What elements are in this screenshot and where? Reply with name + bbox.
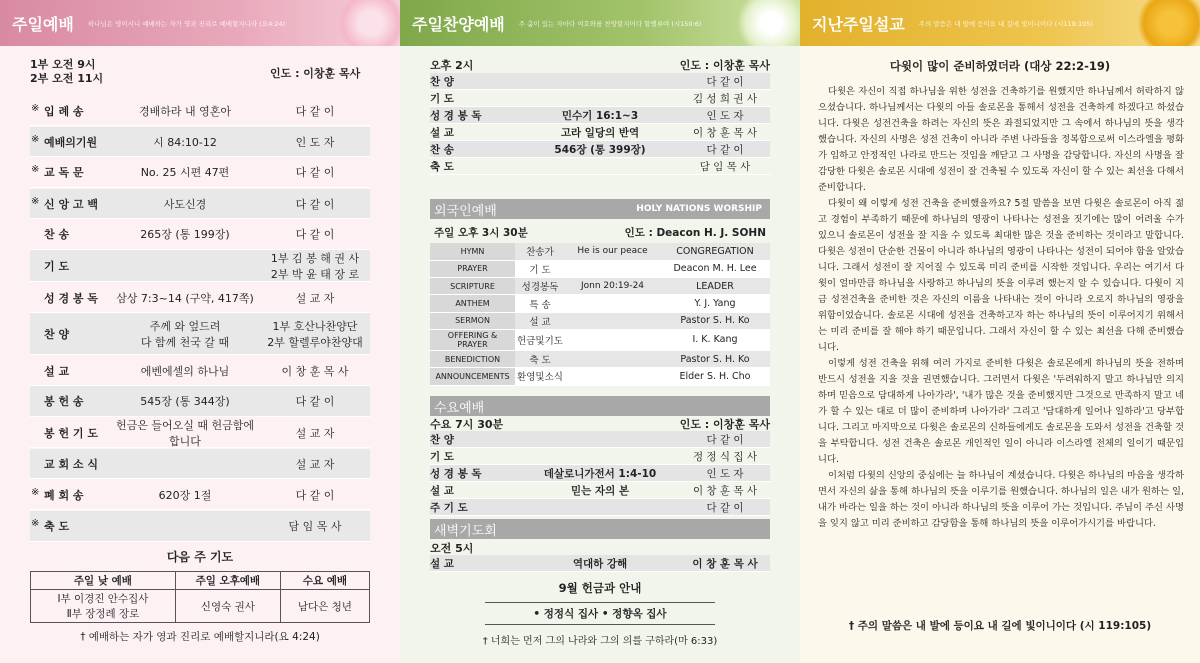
order-row: [30, 480, 370, 510]
order-content: 545장 (통 344장): [140, 395, 230, 408]
order-name: 찬 양: [430, 75, 454, 88]
stand-mark: ※: [31, 195, 40, 207]
order-name: 주 기 도: [430, 501, 468, 514]
order-content: 주께 와 엎드려 다 함께 천국 갈 때: [140, 319, 230, 349]
main-worship-header: [0, 0, 400, 46]
foreign-item-person: Elder S. H. Cho: [660, 368, 770, 385]
dawn-service: [430, 540, 770, 572]
order-row: [430, 482, 770, 499]
stand-mark: ※: [31, 518, 40, 529]
order-person: 설 교 자: [295, 426, 335, 440]
footer-verse: † 예배하는 자가 영과 진리로 예배할지니라(요 4:24): [80, 631, 320, 643]
dawn-bar: [430, 519, 770, 539]
prayer-cell: 남다은 청년: [280, 590, 369, 623]
order-row: [30, 96, 370, 126]
foreign-row: [430, 295, 770, 312]
wednesday-bar: [430, 396, 770, 416]
order-row: [30, 449, 370, 479]
order-name: 기 도: [44, 259, 70, 273]
sermon-panel: [800, 0, 1200, 663]
foreign-item-ko: 기 도: [515, 260, 565, 277]
order-name: 찬 양: [44, 327, 70, 341]
order-row: [30, 189, 370, 219]
order-row: [30, 219, 370, 250]
order-content: 데살로니가전서 1:4-10: [543, 467, 657, 480]
order-person: 이 창 훈 목 사: [692, 484, 758, 497]
order-person: 다 같 이: [295, 197, 335, 211]
foreign-leader: 인도 : Deacon H. J. SOHN: [624, 227, 766, 239]
order-person: 다 같 이: [706, 433, 744, 446]
foreign-row: [430, 329, 770, 350]
order-name: 설 교: [430, 557, 454, 570]
foreign-item-ko: 헌금및기도: [515, 329, 565, 350]
foreign-row: [430, 260, 770, 277]
pm-leader: 인도 : 이창훈 목사: [679, 59, 770, 72]
order-person: 다 같 이: [295, 166, 335, 179]
section-title: 주일찬양예배: [412, 14, 505, 34]
order-row: [430, 555, 770, 572]
foreign-item-person: CONGREGATION: [660, 243, 770, 260]
order-row: [430, 499, 770, 516]
foreign-row: [430, 350, 770, 367]
foreign-order-table: [430, 243, 770, 386]
foreign-item-content: [565, 329, 660, 350]
order-person: 설 교 자: [295, 291, 335, 305]
prayer-table: [30, 571, 370, 623]
blossom-decoration: [336, 0, 400, 46]
praise-worship-panel: [400, 0, 800, 663]
order-name: 교 회 소 식: [44, 457, 98, 471]
order-row: [430, 107, 770, 124]
foreign-item-content: [565, 260, 660, 277]
order-row: [430, 141, 770, 158]
dawn-title: 새벽기도회: [434, 523, 497, 539]
order-content: 시 84:10-12: [153, 135, 217, 149]
order-row: [430, 448, 770, 465]
order-name: 찬 송: [44, 228, 70, 241]
stand-mark: ※: [31, 164, 40, 175]
order-person: 다 같 이: [295, 488, 335, 502]
order-name: 찬 송: [430, 143, 454, 156]
dawn-time: 오전 5시: [430, 542, 474, 555]
order-content: 민수기 16:1~3: [561, 109, 639, 122]
order-content: 620장 1절: [158, 488, 212, 502]
order-person: 다 같 이: [706, 501, 744, 514]
order-name: 봉 헌 기 도: [44, 426, 98, 440]
stand-mark: ※: [31, 133, 40, 145]
foreign-subtitle: HOLY NATIONS WORSHIP: [636, 204, 762, 214]
foreign-item-person: Y. J. Yang: [660, 295, 770, 312]
foreign-item-en: ANNOUNCEMENTS: [430, 368, 515, 385]
header-verse: 주 춤이 있는 자마다 여호와를 찬양할지어다 할렐루야 (시150:6): [518, 19, 702, 28]
foreign-item-ko: 축 도: [515, 350, 565, 367]
foreign-item-person: LEADER: [660, 278, 770, 295]
order-name: 성 경 봉 독: [430, 467, 482, 480]
prayer-header: 주일 오후예배: [175, 572, 280, 590]
order-person: 다 같 이: [295, 104, 335, 118]
order-row: [430, 73, 770, 90]
sermon-paragraph: 다윗은 자신이 직접 하나님을 위한 성전을 건축하기를 원했지만 하나님께서 허락하지 않으셨습니다. 하나님께서는 다윗의 아들 솔로몬을 통해서 성전을 건축하게 하겠다고 하셨습니다. 다윗은 성전건축을 하려는 자신의 뜻은 좌절되었지만 그 속에서 하나님의 뜻을 생각했습니다. 자신의 사명은 성전 건축이 아니라 주변 나라들을 정복함으로써 이스라엘을 평화가 임하고 안정적인 나라로 만드는 것임을 깨닫고 그 사명을 감당합니다. 자신의 사명을 잘 감당한 다윗은 솔로몬 시대에 성전이 잘 건축될 수 있도록 자신이 할 수 있는 최선을 다해서 준비합니다.: [818, 86, 1184, 193]
foreign-item-ko: 찬송가: [515, 243, 565, 260]
order-row: [30, 283, 370, 313]
order-name: 설 교: [430, 484, 454, 497]
order-name: 찬 양: [430, 433, 454, 446]
order-content: 경배하라 내 영혼아: [138, 104, 231, 118]
offering-title: 9월 헌금과 안내: [558, 581, 642, 595]
order-person: 담 임 목 사: [699, 160, 751, 173]
sermon-paragraph: 이렇게 성전 건축을 위해 여러 가지로 준비한 다윗은 솔로몬에게 하나님의 뜻을 전하며 반드시 성전을 지을 것을 권면했습니다. 그러면서 다윗은 '두려워하지 말고 하나님만 의지하며 믿음으로 담대하게 나아가라', '내가 많은 것을 준비했지만 그것으로 만족하지 말고 네가 할 수 있는 대로 더 많이 준비하며 나아가라' 그리고 '담대하게 일어나 일하라'고 당부합니다. 그리고 마지막으로 다윗은 솔로몬의 신하들에게도 솔로몬을 도와서 성전을 건축할 것을 부탁합니다. 성전 건축은 솔로몬 개인적인 일이 아니라 이스라엘 전체의 일이기 때문입니다.: [818, 358, 1184, 465]
section-title: 주일예배: [12, 14, 74, 34]
order-person: 다 같 이: [706, 143, 744, 156]
time-first: 1부 오전 9시: [30, 58, 96, 71]
order-person: 이 창 훈 목 사: [692, 126, 758, 139]
foreign-worship-bar: [430, 199, 770, 219]
order-row: [430, 90, 770, 107]
foreign-item-ko: 환영및소식: [515, 368, 565, 385]
order-content: 에벤에셀의 하나님: [140, 364, 230, 378]
sermon-paragraph: 이처럼 다윗의 신앙의 중심에는 늘 하나님이 계셨습니다. 다윗은 하나님의 마음을 생각하면서 자신의 삶을 통해 하나님의 뜻을 이루기를 원했습니다. 하나님의 일은 내가 원하는 일, 내가 바라는 일을 하는 것이 아니라 하나님의 뜻을 이루어 가는 것입니다. 주님이 주신 사명을 잊지 않고 미리 준비하고 감당함을 통해 하나님의 뜻을 이루어가시기를 바랍니다.: [818, 470, 1184, 529]
foreign-item-en: PRAYER: [430, 260, 515, 277]
order-name: ※ 입 례 송: [31, 102, 84, 118]
order-row: [30, 356, 370, 386]
order-name: 기 도: [430, 450, 454, 463]
praise-worship-header: [400, 0, 800, 46]
prayer-header: 주일 낮 예배: [31, 572, 176, 590]
order-content: 265장 (통 199장): [140, 228, 230, 241]
order-row: [30, 418, 370, 448]
order-person: 담 임 목 사: [288, 520, 342, 533]
prayer-cell: Ⅰ부 이경진 안수집사 Ⅱ부 장정례 장로: [31, 590, 176, 623]
order-name: ※ 신 앙 고 백: [31, 195, 98, 211]
order-row: [30, 386, 370, 417]
prayer-cell: 신영숙 권사: [175, 590, 280, 623]
time-second: 2부 오전 11시: [30, 72, 104, 85]
order-content: 고라 일당의 반역: [560, 126, 640, 139]
leader-label: 인도 : 이창훈 목사: [270, 67, 361, 80]
order-name: 설 교: [430, 126, 454, 139]
foreign-item-person: Pastor S. H. Ko: [660, 350, 770, 367]
order-row: [430, 124, 770, 141]
foreign-title: 외국인예배: [434, 203, 497, 219]
order-content: 546장 (통 399장): [554, 143, 646, 156]
wednesday-service: [430, 416, 770, 516]
order-content: 역대하 강해: [572, 557, 628, 570]
foreign-row: [430, 278, 770, 295]
order-row: [30, 313, 370, 355]
pm-time: 오후 2시: [430, 59, 474, 72]
service-times: [30, 58, 103, 86]
order-row: [30, 157, 370, 188]
order-person: 다 같 이: [295, 395, 335, 408]
order-content: No. 25 시편 47편: [140, 166, 230, 179]
flower-decoration: [736, 0, 800, 46]
foreign-item-ko: 설 교: [515, 312, 565, 329]
order-person: 1부 김 봉 해 권 사 2부 박 윤 태 장 로: [270, 251, 360, 281]
foreign-item-en: ANTHEM: [430, 295, 515, 312]
order-row: [430, 465, 770, 482]
prayer-header: 수요 예배: [280, 572, 369, 590]
order-row: [30, 127, 370, 157]
order-person: 이 창 훈 목 사: [692, 557, 758, 570]
order-content: 헌금은 들어오실 때 헌금함에 합니다: [115, 418, 254, 448]
order-name: ※ 폐 회 송: [31, 486, 84, 502]
order-person: 설 교 자: [295, 457, 335, 471]
stand-mark: ※: [31, 102, 40, 114]
foreign-item-content: [565, 295, 660, 312]
foreign-item-content: [565, 350, 660, 367]
next-week-prayer: [30, 548, 370, 644]
wed-title: 수요예배: [434, 400, 485, 416]
order-content: 믿는 자의 본: [570, 484, 630, 497]
foreign-time: 주일 오후 3시 30분: [434, 227, 528, 239]
foreign-item-content: He is our peace: [565, 243, 660, 260]
foreign-item-content: [565, 312, 660, 329]
order-row: [30, 511, 370, 542]
sermon-title: 다윗이 많이 준비하였더라 (대상 22:2-19): [889, 59, 1111, 73]
foreign-item-en: SCRIPTURE: [430, 278, 515, 295]
order-person: 다 같 이: [295, 228, 335, 241]
order-name: 축 도: [430, 160, 454, 173]
foreign-item-en: SERMON: [430, 312, 515, 329]
offering-names: • 정정식 집사 • 정향옥 집사: [485, 602, 715, 625]
foreign-item-en: HYMN: [430, 243, 515, 260]
section-title: 지난주일설교: [812, 14, 905, 34]
order-name: ※ 교 독 문: [31, 164, 84, 179]
foreign-item-person: Deacon M. H. Lee: [660, 260, 770, 277]
order-person: 인 도 자: [706, 467, 744, 480]
wed-leader: 인도 : 이창훈 목사: [679, 418, 770, 431]
sermon-header: [800, 0, 1200, 46]
order-name: 설 교: [44, 364, 70, 378]
order-name: ※ 예배의기원: [31, 133, 98, 149]
order-person: 이 창 훈 목 사: [281, 364, 349, 378]
order-name: 봉 헌 송: [44, 395, 84, 408]
order-person: 다 같 이: [706, 75, 744, 88]
foreign-item-content: Jonn 20:19-24: [565, 278, 660, 295]
afternoon-service: [430, 57, 770, 175]
foreign-row: [430, 243, 770, 260]
order-person: 인 도 자: [706, 109, 744, 122]
offering-notice: [430, 580, 770, 647]
order-person: 인 도 자: [295, 135, 335, 149]
wed-time: 수요 7시 30분: [430, 418, 504, 431]
foreign-item-content: [565, 368, 660, 385]
foreign-row: [430, 368, 770, 385]
order-row: [430, 431, 770, 448]
order-row: [30, 250, 370, 282]
foreign-item-en: OFFERING & PRAYER: [430, 329, 515, 350]
prayer-title: 다음 주 기도: [166, 550, 234, 564]
order-person: 정 정 식 집 사: [692, 450, 758, 463]
foreign-item-ko: 성경봉독: [515, 278, 565, 295]
stand-mark: ※: [31, 486, 40, 498]
foreign-item-ko: 특 송: [515, 295, 565, 312]
order-content: 삼상 7:3~14 (구약, 417쪽): [116, 291, 254, 305]
order-name: 성 경 봉 독: [430, 109, 482, 122]
footer-verse: † 너희는 먼저 그의 나라와 그의 의를 구하라(마 6:33): [482, 636, 718, 647]
foreign-service: [430, 225, 770, 386]
foreign-item-en: BENEDICTION: [430, 350, 515, 367]
order-content: 사도신경: [163, 197, 207, 211]
order-row: [430, 158, 770, 175]
main-worship-panel: [0, 0, 400, 663]
footer-verse: † 주의 말씀은 내 발에 등이요 내 길에 빛이니이다 (시 119:105): [848, 620, 1152, 632]
leaf-decoration: [1136, 0, 1200, 46]
order-name: 기 도: [430, 92, 454, 105]
header-verse: 하나님은 영이시니 예배하는 자가 영과 진리로 예배할지니라 (요4:24): [87, 19, 286, 28]
header-verse: 주의 말씀은 내 발에 등이요 내 길에 빛이니이다 (시119:105): [918, 19, 1093, 28]
order-name: 성 경 봉 독: [44, 291, 98, 305]
foreign-row: [430, 312, 770, 329]
order-person: 김 성 희 권 사: [692, 92, 758, 105]
sermon-paragraph: 다윗이 왜 이렇게 성전 건축을 준비했을까요? 5절 말씀을 보면 다윗은 솔로몬이 아직 젊고 경험이 부족하기 때문에 하나님의 영광이 나타나는 성전을 짓기에는 많이 어려울 수가 있으니 솔로몬이 성전을 잘 지을 수 있도록 최대한 많은 것을 준비하는 것이라고 말합니다. 다윗은 성전이 단순한 건물이 아니라 하나님의 영광이 나타나는 성전이 되어야 함을 알았습니다. 그래서 성전이 잘 지어질 수 있도록 미리 준비를 시작한 것입니다. 우리는 여기서 다윗이 얼마만큼 하나님을 사랑하고 하나님의 뜻을 이루려 했는지 알 수 있습니다. 다윗이 지금 성전건축을 준비한 것은 자신의 이름을 나타내는 것이 아니라 오로지 하나님의 영광을 위함이었습니다. 솔로몬 시대에 성전을 건축하고자 하는 하나님의 뜻이 이루어지기 위해서는 미리 준비를 잘 해야 하기 때문입니다. 그래서 자신이 할 수 있는 최선을 다해 준비했습니다.: [818, 198, 1184, 353]
order-name: ※ 축 도: [31, 518, 70, 533]
sermon-body: [818, 84, 1184, 532]
order-person: 1부 호산나찬양단 2부 할렐루야찬양대: [267, 319, 363, 349]
foreign-item-person: Pastor S. H. Ko: [660, 312, 770, 329]
foreign-item-person: I. K. Kang: [660, 329, 770, 350]
